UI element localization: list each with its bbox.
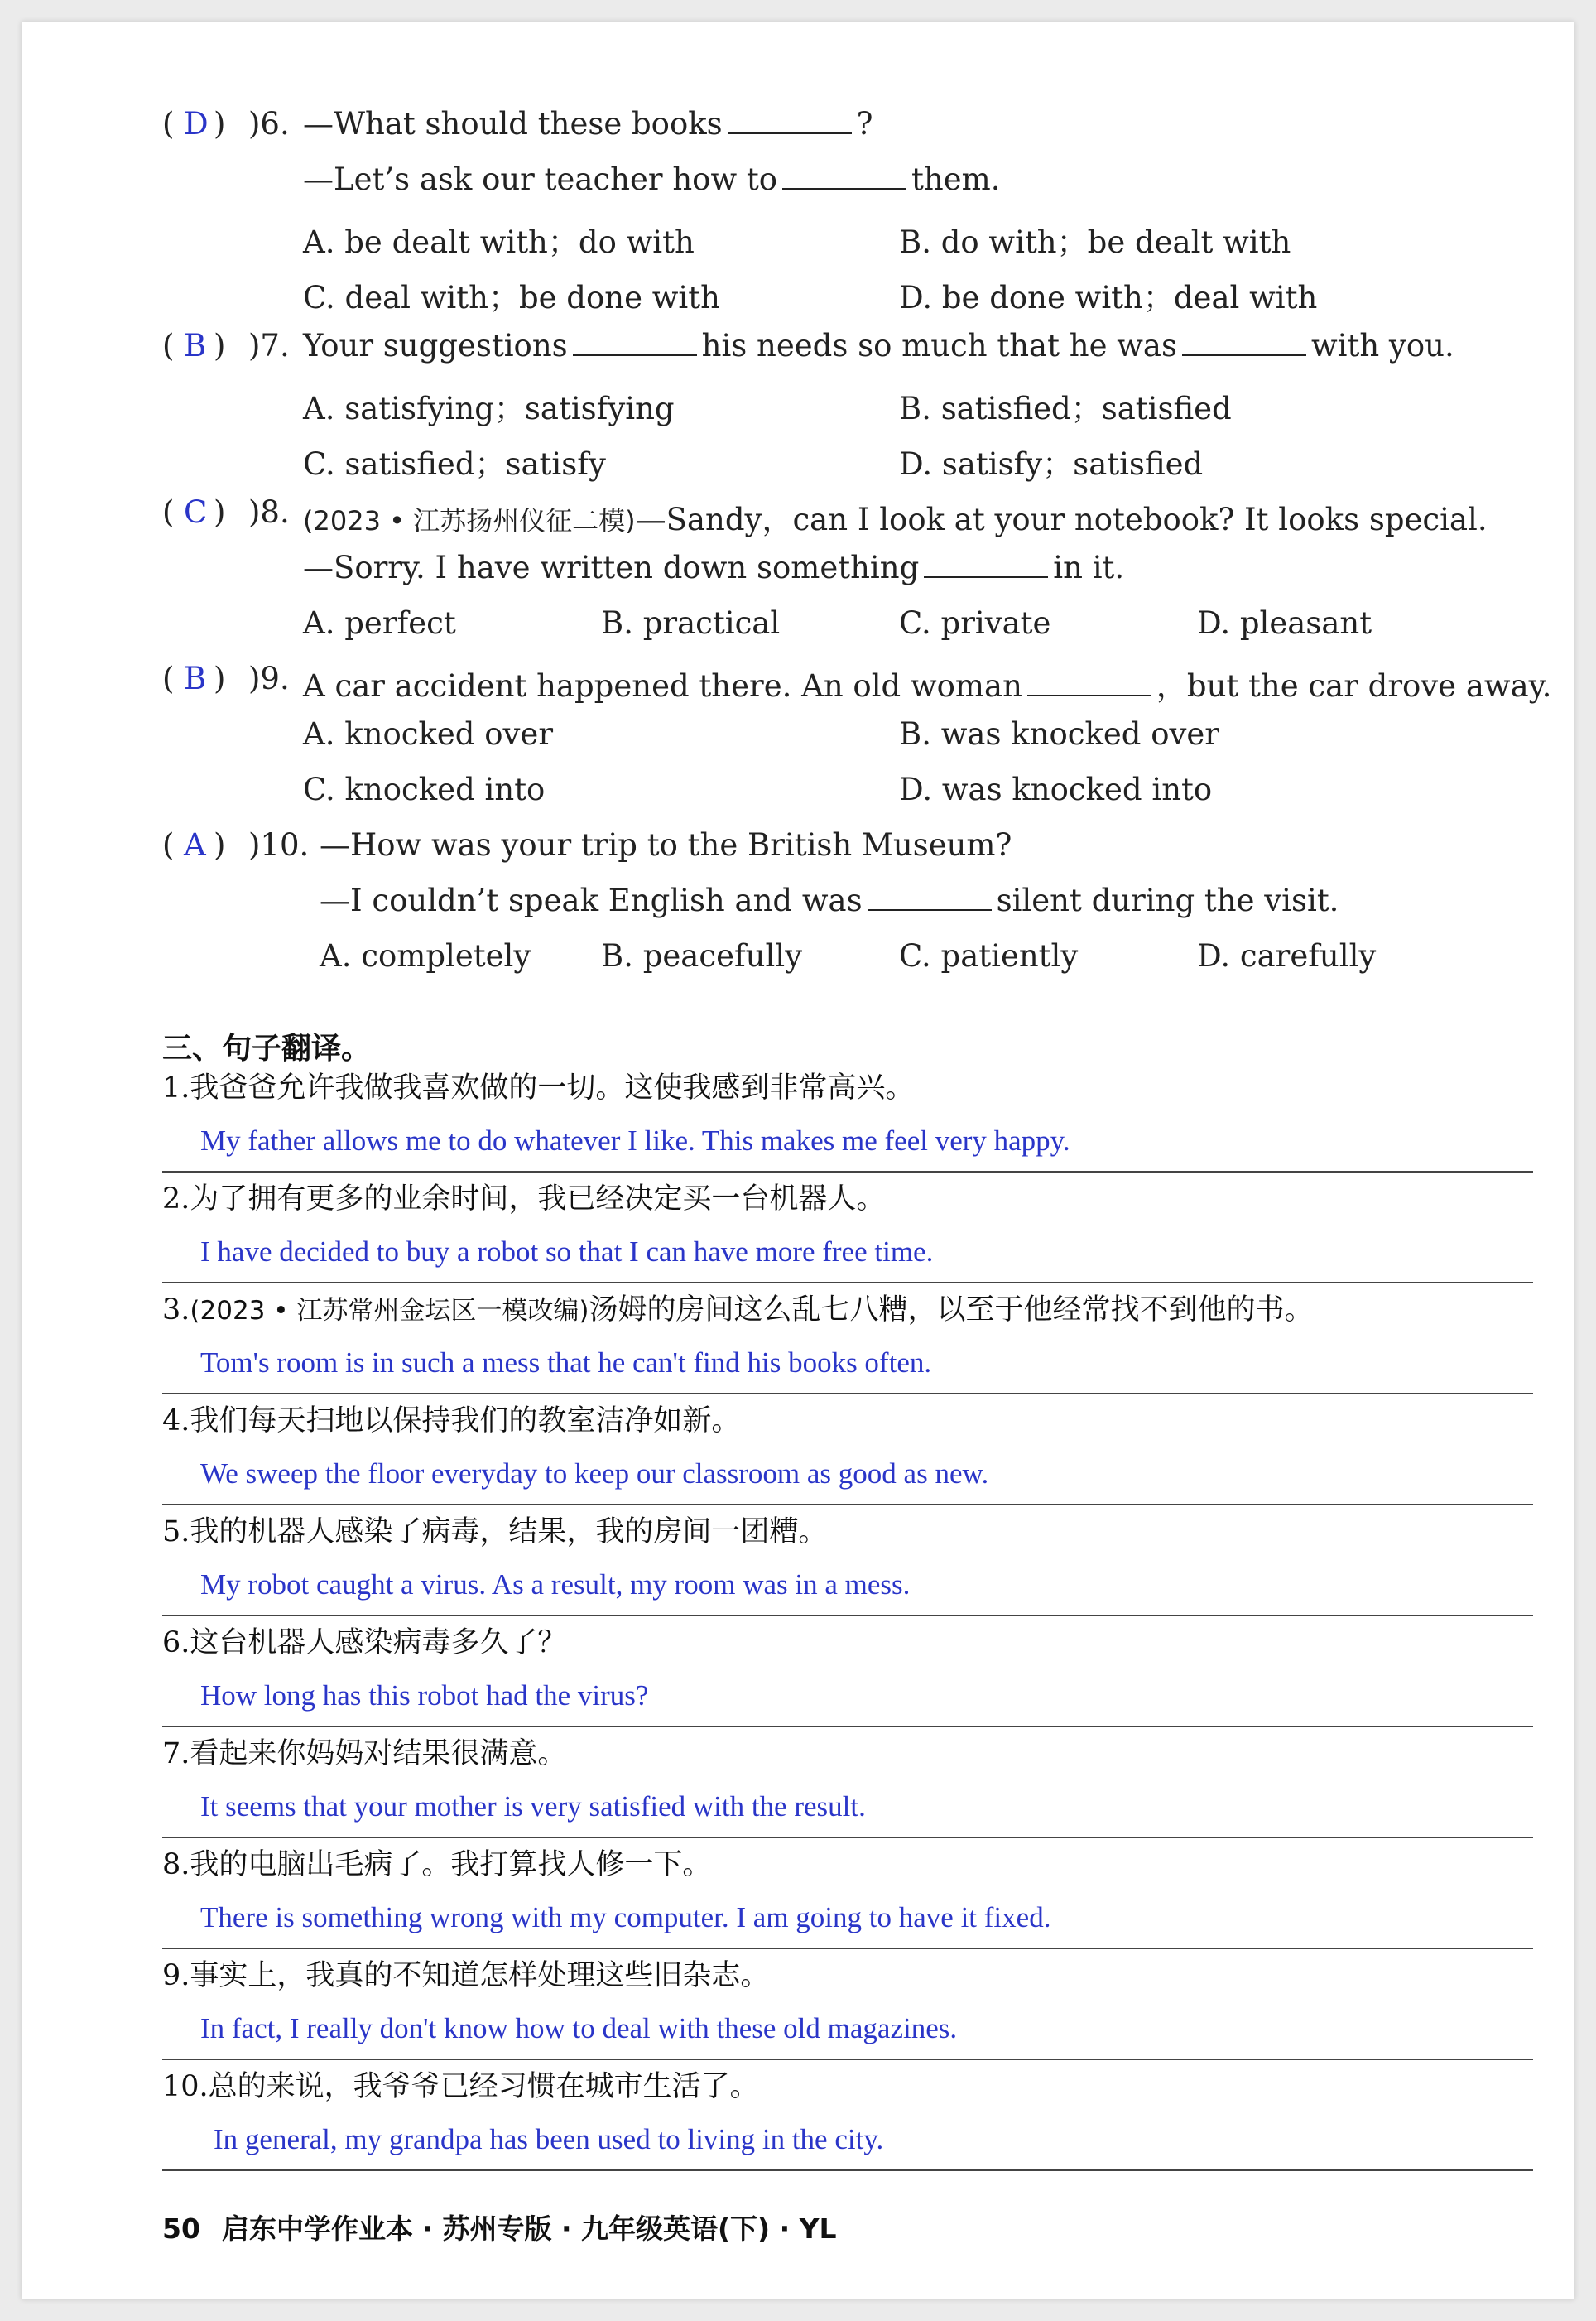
translation-item (162, 1398, 1533, 1505)
answer-line (162, 1674, 1533, 1727)
book-title: 启东中学作业本 · 苏州专版 · 九年级英语(下) · YL (221, 2213, 837, 2245)
question-source: (2023 • 江苏常州金坛区一模改编) (190, 1296, 589, 1326)
answer-line (162, 1785, 1533, 1838)
translation-item (162, 1509, 1533, 1616)
blank (924, 551, 1048, 578)
answer-8: C (184, 494, 208, 530)
option-d: D. satisfy；satisfied (899, 446, 1204, 482)
question-number: )10. (248, 827, 310, 863)
answer-bracket: ( A ) (162, 827, 226, 863)
translation-question: 9.事实上，我真的不知道怎样处理这些旧杂志。 (162, 1959, 770, 1992)
option-c: C. deal with；be done with (303, 280, 720, 315)
translation-question: 2.为了拥有更多的业余时间，我已经决定买一台机器人。 (162, 1182, 886, 1216)
translation-answer: Tom's room is in such a mess that he can't find his books often. (200, 1346, 932, 1379)
option-b: B. peacefully (601, 938, 803, 974)
translation-question: 4.我们每天扫地以保持我们的教室洁净如新。 (162, 1404, 741, 1437)
answer-10: A (184, 827, 206, 863)
translation-question: 8.我的电脑出毛病了。我打算找人修一下。 (162, 1848, 712, 1881)
answer-line (162, 1230, 1533, 1283)
option-a: A. perfect (303, 605, 456, 641)
answer-bracket: ( B ) (162, 328, 226, 364)
translation-answer: In fact, I really don't know how to deal with these old magazines. (200, 2012, 958, 2044)
translation-answer: It seems that your mother is very satisfied with the result. (200, 1790, 866, 1823)
section-title: 三、句子翻译。 (162, 1032, 372, 1066)
answer-line (162, 1452, 1533, 1505)
page-number: 50 (162, 2213, 200, 2245)
blank (1182, 330, 1306, 356)
translation-item (162, 1287, 1533, 1394)
translation-answer: I have decided to buy a robot so that I can have more free time. (200, 1235, 934, 1268)
translation-answer: How long has this robot had the virus? (200, 1679, 649, 1712)
option-a: A. completely (320, 938, 531, 974)
blank (782, 163, 906, 190)
translation-question: 7.看起来你妈妈对结果很满意。 (162, 1737, 567, 1770)
answer-line (162, 1563, 1533, 1616)
answer-line (162, 2118, 1533, 2171)
option-d: D. was knocked into (899, 772, 1213, 807)
translation-item (162, 1620, 1533, 1727)
question-stem: (2023 • 江苏扬州仪征二模)—Sandy，can I look at your notebook? It looks special. (303, 502, 1488, 537)
option-c: C. patiently (899, 938, 1079, 974)
blank (573, 330, 697, 356)
answer-line (162, 1341, 1533, 1394)
answer-bracket: ( C ) (162, 494, 226, 530)
translation-question: 5.我的机器人感染了病毒，结果，我的房间一团糟。 (162, 1515, 828, 1548)
option-a: A. be dealt with；do with (303, 224, 695, 260)
translation-question: 3.(2023 • 江苏常州金坛区一模改编)汤姆的房间这么乱七八糟，以至于他经常找不到他的书。 (162, 1293, 1314, 1327)
translation-answer: We sweep the floor everyday to keep our classroom as good as new. (200, 1457, 989, 1490)
translation-item (162, 1842, 1533, 1949)
option-b: B. was knocked over (899, 716, 1219, 752)
question-number: )9. (248, 661, 290, 696)
translation-question: 6.这台机器人感染病毒多久了？ (162, 1626, 567, 1659)
translation-answer: There is something wrong with my computer. I am going to have it fixed. (200, 1901, 1051, 1933)
translation-answer: In general, my grandpa has been used to living in the city. (214, 2123, 884, 2155)
translation-item (162, 1731, 1533, 1838)
option-c: C. satisfied；satisfy (303, 446, 606, 482)
option-b: B. do with；be dealt with (899, 224, 1291, 260)
option-c: C. knocked into (303, 772, 546, 807)
translation-item (162, 1176, 1533, 1283)
answer-line (162, 1896, 1533, 1949)
blank (1027, 670, 1151, 696)
option-a: A. satisfying；satisfying (303, 391, 675, 426)
answer-9: B (184, 661, 207, 696)
option-b: B. practical (601, 605, 781, 641)
option-d: D. be done with；deal with (899, 280, 1318, 315)
answer-line (162, 1120, 1533, 1173)
answer-bracket: ( B ) (162, 661, 226, 696)
answer-line (162, 2007, 1533, 2060)
question-stem: —How was your trip to the British Museum? (320, 827, 1012, 863)
translation-answer: My robot caught a virus. As a result, my room was in a mess. (200, 1568, 911, 1601)
option-b: B. satisfied；satisfied (899, 391, 1232, 426)
translation-answer: My father allows me to do whatever I like. This makes me feel very happy. (200, 1124, 1070, 1157)
translation-question: 10.总的来说，我爷爷已经习惯在城市生活了。 (162, 2070, 759, 2103)
option-a: A. knocked over (303, 716, 554, 752)
question-source: (2023 • 江苏扬州仪征二模) (303, 505, 636, 537)
answer-bracket: ( D ) (162, 106, 226, 142)
translation-item (162, 1065, 1533, 1173)
blank (728, 108, 852, 134)
option-c: C. private (899, 605, 1051, 641)
option-d: D. pleasant (1197, 605, 1372, 641)
answer-6: D (184, 106, 209, 142)
blank (868, 884, 992, 911)
translation-item (162, 1953, 1533, 2060)
question-stem: Your suggestions his needs so much that he was with you. (303, 328, 1454, 364)
worksheet-page: ( D ) )6. —What should these books ? —Let’s ask our teacher how to them. A. be dealt with；do with B. do with；be dealt with C. deal with；be done with D. be done with；deal with ( B ) )7. Your suggestions his needs so much that he was with you. A. satisfying；satisfying B. satisfied；satisfied C. satisfied；satisfy D. satisfy；satisfied ( C ) )8. (2023 • 江苏扬州仪征二模)—Sandy，can I look at your notebook? It looks special. —Sorry. I have written down something in it. A. perfect B. practical C. private D. pleasant ( B ) )9. A car accident happened there. An old woman ，but the car drove away. A. knocked over B. was knocked over C. knocked into D. was knocked into ( A ) )10. —How was your trip to the British Museum? —I couldn’t speak English and was silent during the visit. A. completely B. peacefully C. patiently D. carefully 三、句子翻译。 1.我爸爸允许我做我喜欢做的一切。这使我感到非常高兴。 My father allows me to do whatever I like. This makes me feel very happy. 2.为了拥有更多的业余时间，我已经决定买一台机器人。 I have decided to buy a robot so that I can have more free time. 3.(2023 • 江苏常州金坛区一模改编)汤姆的房间这么乱七八糟，以至于他经常找不到他的书。 Tom's room is in such a mess that he can't find his books often. 4.我们每天扫地以保持我们的教室洁净如新。 We sweep the floor everyday to keep our classroom as good as new. 5.我的机器人感染了病毒，结果，我的房间一团糟。 My robot caught a virus. As a result, my room was in a mess. 6.这台机器人感染病毒多久了？ How long has this robot had the virus? 7.看起来你妈妈对结果很满意。 It seems that your mother is very satisfied with the result. 8.我的电脑出毛病了。我打算找人修一下。 There is something wrong with my computer. I am going to have it fixed. 9.事实上，我真的不知道怎样处理这些旧杂志。 In fact, I really don't know how to deal with these old magazines. 10.总的来说，我爷爷已经习惯在城市生活了。 In general, my grandpa has been used to living in the city. 50 启东中学作业本 · 苏州专版 · 九年级英语(下) · YL (22, 22, 1574, 2299)
page-footer (162, 2208, 837, 2246)
question-number: )6. (248, 106, 290, 142)
answer-7: B (184, 328, 207, 364)
translation-question: 1.我爸爸允许我做我喜欢做的一切。这使我感到非常高兴。 (162, 1071, 915, 1105)
question-stem: —What should these books ? (303, 106, 873, 142)
question-stem: A car accident happened there. An old woman ，but the car drove away. (303, 668, 1552, 704)
question-number: )8. (248, 494, 290, 530)
option-d: D. carefully (1197, 938, 1377, 974)
translation-item (162, 2063, 1533, 2171)
question-number: )7. (248, 328, 290, 364)
